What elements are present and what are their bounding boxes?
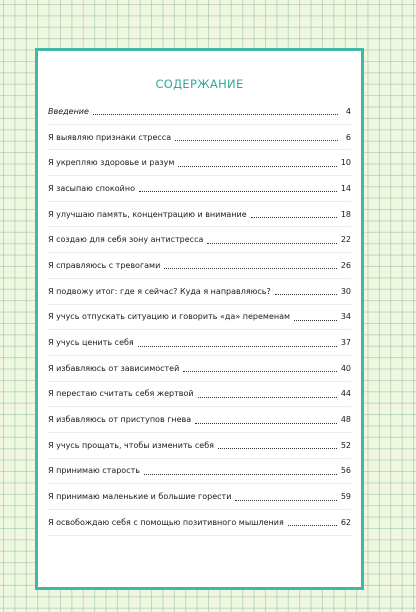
toc-leader-dots	[144, 473, 337, 475]
toc-item-label: Я перестаю считать себя жертвой	[48, 389, 194, 399]
toc-item-label: Я справляюсь с тревогами	[48, 260, 161, 270]
toc-item-page: 52	[340, 440, 351, 450]
toc-item-page: 18	[340, 209, 351, 219]
toc-item-label: Я подвожу итог: где я сейчас? Куда я направляюсь?	[48, 286, 271, 296]
toc-item-summary[interactable]	[48, 279, 351, 305]
toc-item-page: 37	[340, 338, 351, 348]
toc-item-label: Я создаю для себя зону антистресса	[48, 235, 204, 245]
toc-item-label: Я выявляю признаки стресса	[48, 132, 172, 142]
toc-item-page: 56	[340, 466, 351, 476]
toc-item-page: 40	[340, 363, 351, 373]
toc-item-page: 22	[340, 235, 351, 245]
toc-item-positive-thinking[interactable]	[48, 510, 351, 536]
toc-item-forgiveness[interactable]	[48, 433, 351, 459]
toc-item-addictions[interactable]	[48, 356, 351, 382]
toc-item-health-mind[interactable]	[48, 150, 351, 176]
toc-item-label: Я засыпаю спокойно	[48, 183, 135, 193]
toc-item-label: Я улучшаю память, концентрацию и внимание	[48, 209, 247, 219]
toc-leader-dots	[178, 165, 336, 167]
toc-item-old-age[interactable]	[48, 459, 351, 485]
toc-item-anger[interactable]	[48, 407, 351, 433]
toc-leader-dots	[207, 242, 336, 244]
toc-item-anxiety[interactable]	[48, 253, 351, 279]
toc-item-self-worth[interactable]	[48, 330, 351, 356]
toc-item-label: Введение	[48, 106, 89, 116]
toc-item-introduction[interactable]	[48, 99, 351, 125]
toc-list	[48, 99, 351, 536]
toc-leader-dots	[294, 319, 337, 321]
toc-item-label: Я принимаю маленькие и большие горести	[48, 492, 232, 502]
toc-leader-dots	[164, 267, 337, 269]
toc-leader-dots	[138, 345, 337, 347]
toc-item-page: 62	[340, 517, 351, 527]
toc-leader-dots	[275, 293, 337, 295]
toc-item-page: 10	[340, 158, 351, 168]
toc-item-label: Я освобождаю себя с помощью позитивного мышления	[48, 517, 284, 527]
toc-item-label: Я принимаю старость	[48, 466, 140, 476]
toc-leader-dots	[93, 113, 338, 115]
toc-leader-dots	[218, 447, 337, 449]
toc-item-page: 44	[340, 389, 351, 399]
toc-item-antistress-zone[interactable]	[48, 227, 351, 253]
toc-item-page: 59	[340, 492, 351, 502]
toc-item-stress-signs[interactable]	[48, 125, 351, 151]
toc-leader-dots	[139, 190, 337, 192]
toc-leader-dots	[175, 139, 338, 141]
toc-leader-dots	[198, 396, 337, 398]
toc-item-label: Я укрепляю здоровье и разум	[48, 158, 175, 168]
toc-item-page: 34	[340, 312, 351, 322]
toc-item-label: Я избавляюсь от зависимостей	[48, 363, 180, 373]
toc-title: СОДЕРЖАНИЕ	[155, 77, 244, 91]
toc-frame	[35, 48, 364, 590]
toc-item-victim[interactable]	[48, 382, 351, 408]
toc-item-memory[interactable]	[48, 202, 351, 228]
toc-item-page: 48	[340, 415, 351, 425]
toc-leader-dots	[288, 524, 337, 526]
toc-item-label: Я учусь отпускать ситуацию и говорить «да» переменам	[48, 312, 291, 322]
toc-item-letting-go[interactable]	[48, 305, 351, 331]
toc-item-page: 26	[340, 260, 351, 270]
toc-leader-dots	[195, 422, 337, 424]
toc-item-sleep[interactable]	[48, 176, 351, 202]
toc-leader-dots	[183, 370, 337, 372]
toc-leader-dots	[251, 216, 337, 218]
toc-item-sorrows[interactable]	[48, 484, 351, 510]
toc-item-page: 30	[340, 286, 351, 296]
toc-item-label: Я учусь ценить себя	[48, 338, 134, 348]
toc-item-page: 14	[340, 183, 351, 193]
toc-item-page: 6	[345, 132, 351, 142]
toc-leader-dots	[235, 499, 336, 501]
toc-item-label: Я учусь прощать, чтобы изменить себя	[48, 440, 214, 450]
toc-item-label: Я избавляюсь от приступов гнева	[48, 415, 192, 425]
toc-item-page: 4	[345, 106, 351, 116]
